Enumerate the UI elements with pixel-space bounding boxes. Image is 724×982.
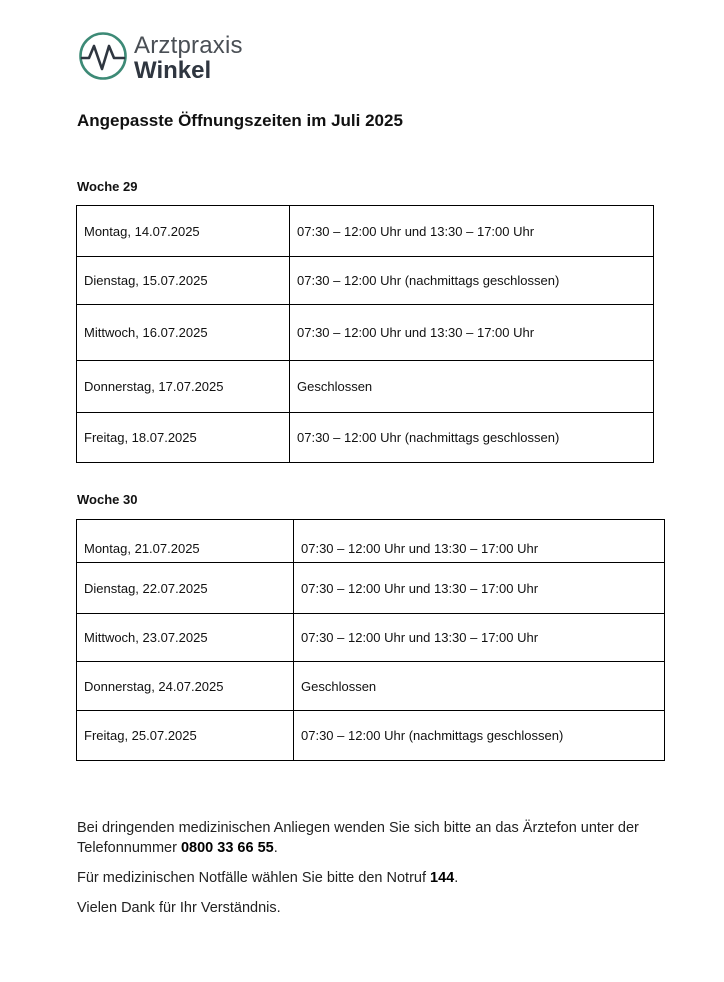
emergency-text: Für medizinischen Notfälle wählen Sie bitte den Notruf <box>77 870 431 886</box>
day-cell: Montag, 14.07.2025 <box>77 206 290 257</box>
day-cell: Mittwoch, 23.07.2025 <box>77 614 294 662</box>
logo-line-1: Arztpraxis <box>134 32 243 59</box>
punctuation: . <box>273 840 278 856</box>
footer-paragraph-thanks: Vielen Dank für Ihr Verständnis. <box>77 900 281 916</box>
week-29-table <box>76 205 654 463</box>
table-row <box>77 520 665 563</box>
hours-cell: Geschlossen <box>290 361 654 413</box>
footer-paragraph-emergency <box>77 868 677 888</box>
practice-logo <box>78 31 278 83</box>
punctuation: . <box>454 870 459 886</box>
day-cell: Dienstag, 15.07.2025 <box>77 257 290 305</box>
logo-line-2: Winkel <box>134 57 212 84</box>
footer-paragraph-urgent <box>77 818 677 858</box>
table-row <box>77 361 654 413</box>
day-cell: Donnerstag, 24.07.2025 <box>77 662 294 711</box>
hours-cell: 07:30 – 12:00 Uhr (nachmittags geschlossen) <box>290 413 654 463</box>
phone-number: 0800 33 66 55 <box>180 840 274 856</box>
day-cell: Mittwoch, 16.07.2025 <box>77 305 290 361</box>
day-cell: Donnerstag, 17.07.2025 <box>77 361 290 413</box>
table-row <box>77 662 665 711</box>
table-row <box>77 563 665 614</box>
page-title: Angepasste Öffnungszeiten im Juli 2025 <box>77 111 403 130</box>
urgent-text: Bei dringenden medizinischen Anliegen wenden Sie sich bitte an das Ärztefon unter der Telefonnummer <box>77 820 639 856</box>
hours-cell: 07:30 – 12:00 Uhr (nachmittags geschlossen) <box>294 711 665 761</box>
emergency-number: 144 <box>430 870 455 886</box>
logo-wave-icon <box>78 31 128 81</box>
hours-cell: 07:30 – 12:00 Uhr und 13:30 – 17:00 Uhr <box>294 614 665 662</box>
day-cell: Dienstag, 22.07.2025 <box>77 563 294 614</box>
table-row <box>77 614 665 662</box>
table-row <box>77 305 654 361</box>
hours-cell: 07:30 – 12:00 Uhr und 13:30 – 17:00 Uhr <box>290 305 654 361</box>
day-cell: Freitag, 25.07.2025 <box>77 711 294 761</box>
table-row <box>77 413 654 463</box>
day-cell: Freitag, 18.07.2025 <box>77 413 290 463</box>
hours-cell: 07:30 – 12:00 Uhr und 13:30 – 17:00 Uhr <box>294 563 665 614</box>
table-row <box>77 711 665 761</box>
week-30-table <box>76 519 665 761</box>
hours-cell: Geschlossen <box>294 662 665 711</box>
hours-cell: 07:30 – 12:00 Uhr (nachmittags geschlossen) <box>290 257 654 305</box>
table-row <box>77 206 654 257</box>
week-29-label: Woche 29 <box>77 179 138 194</box>
day-cell: Montag, 21.07.2025 <box>77 520 294 563</box>
footer-notes <box>77 818 677 928</box>
hours-cell: 07:30 – 12:00 Uhr und 13:30 – 17:00 Uhr <box>294 520 665 563</box>
week-30-label: Woche 30 <box>77 492 138 507</box>
table-row <box>77 257 654 305</box>
hours-cell: 07:30 – 12:00 Uhr und 13:30 – 17:00 Uhr <box>290 206 654 257</box>
